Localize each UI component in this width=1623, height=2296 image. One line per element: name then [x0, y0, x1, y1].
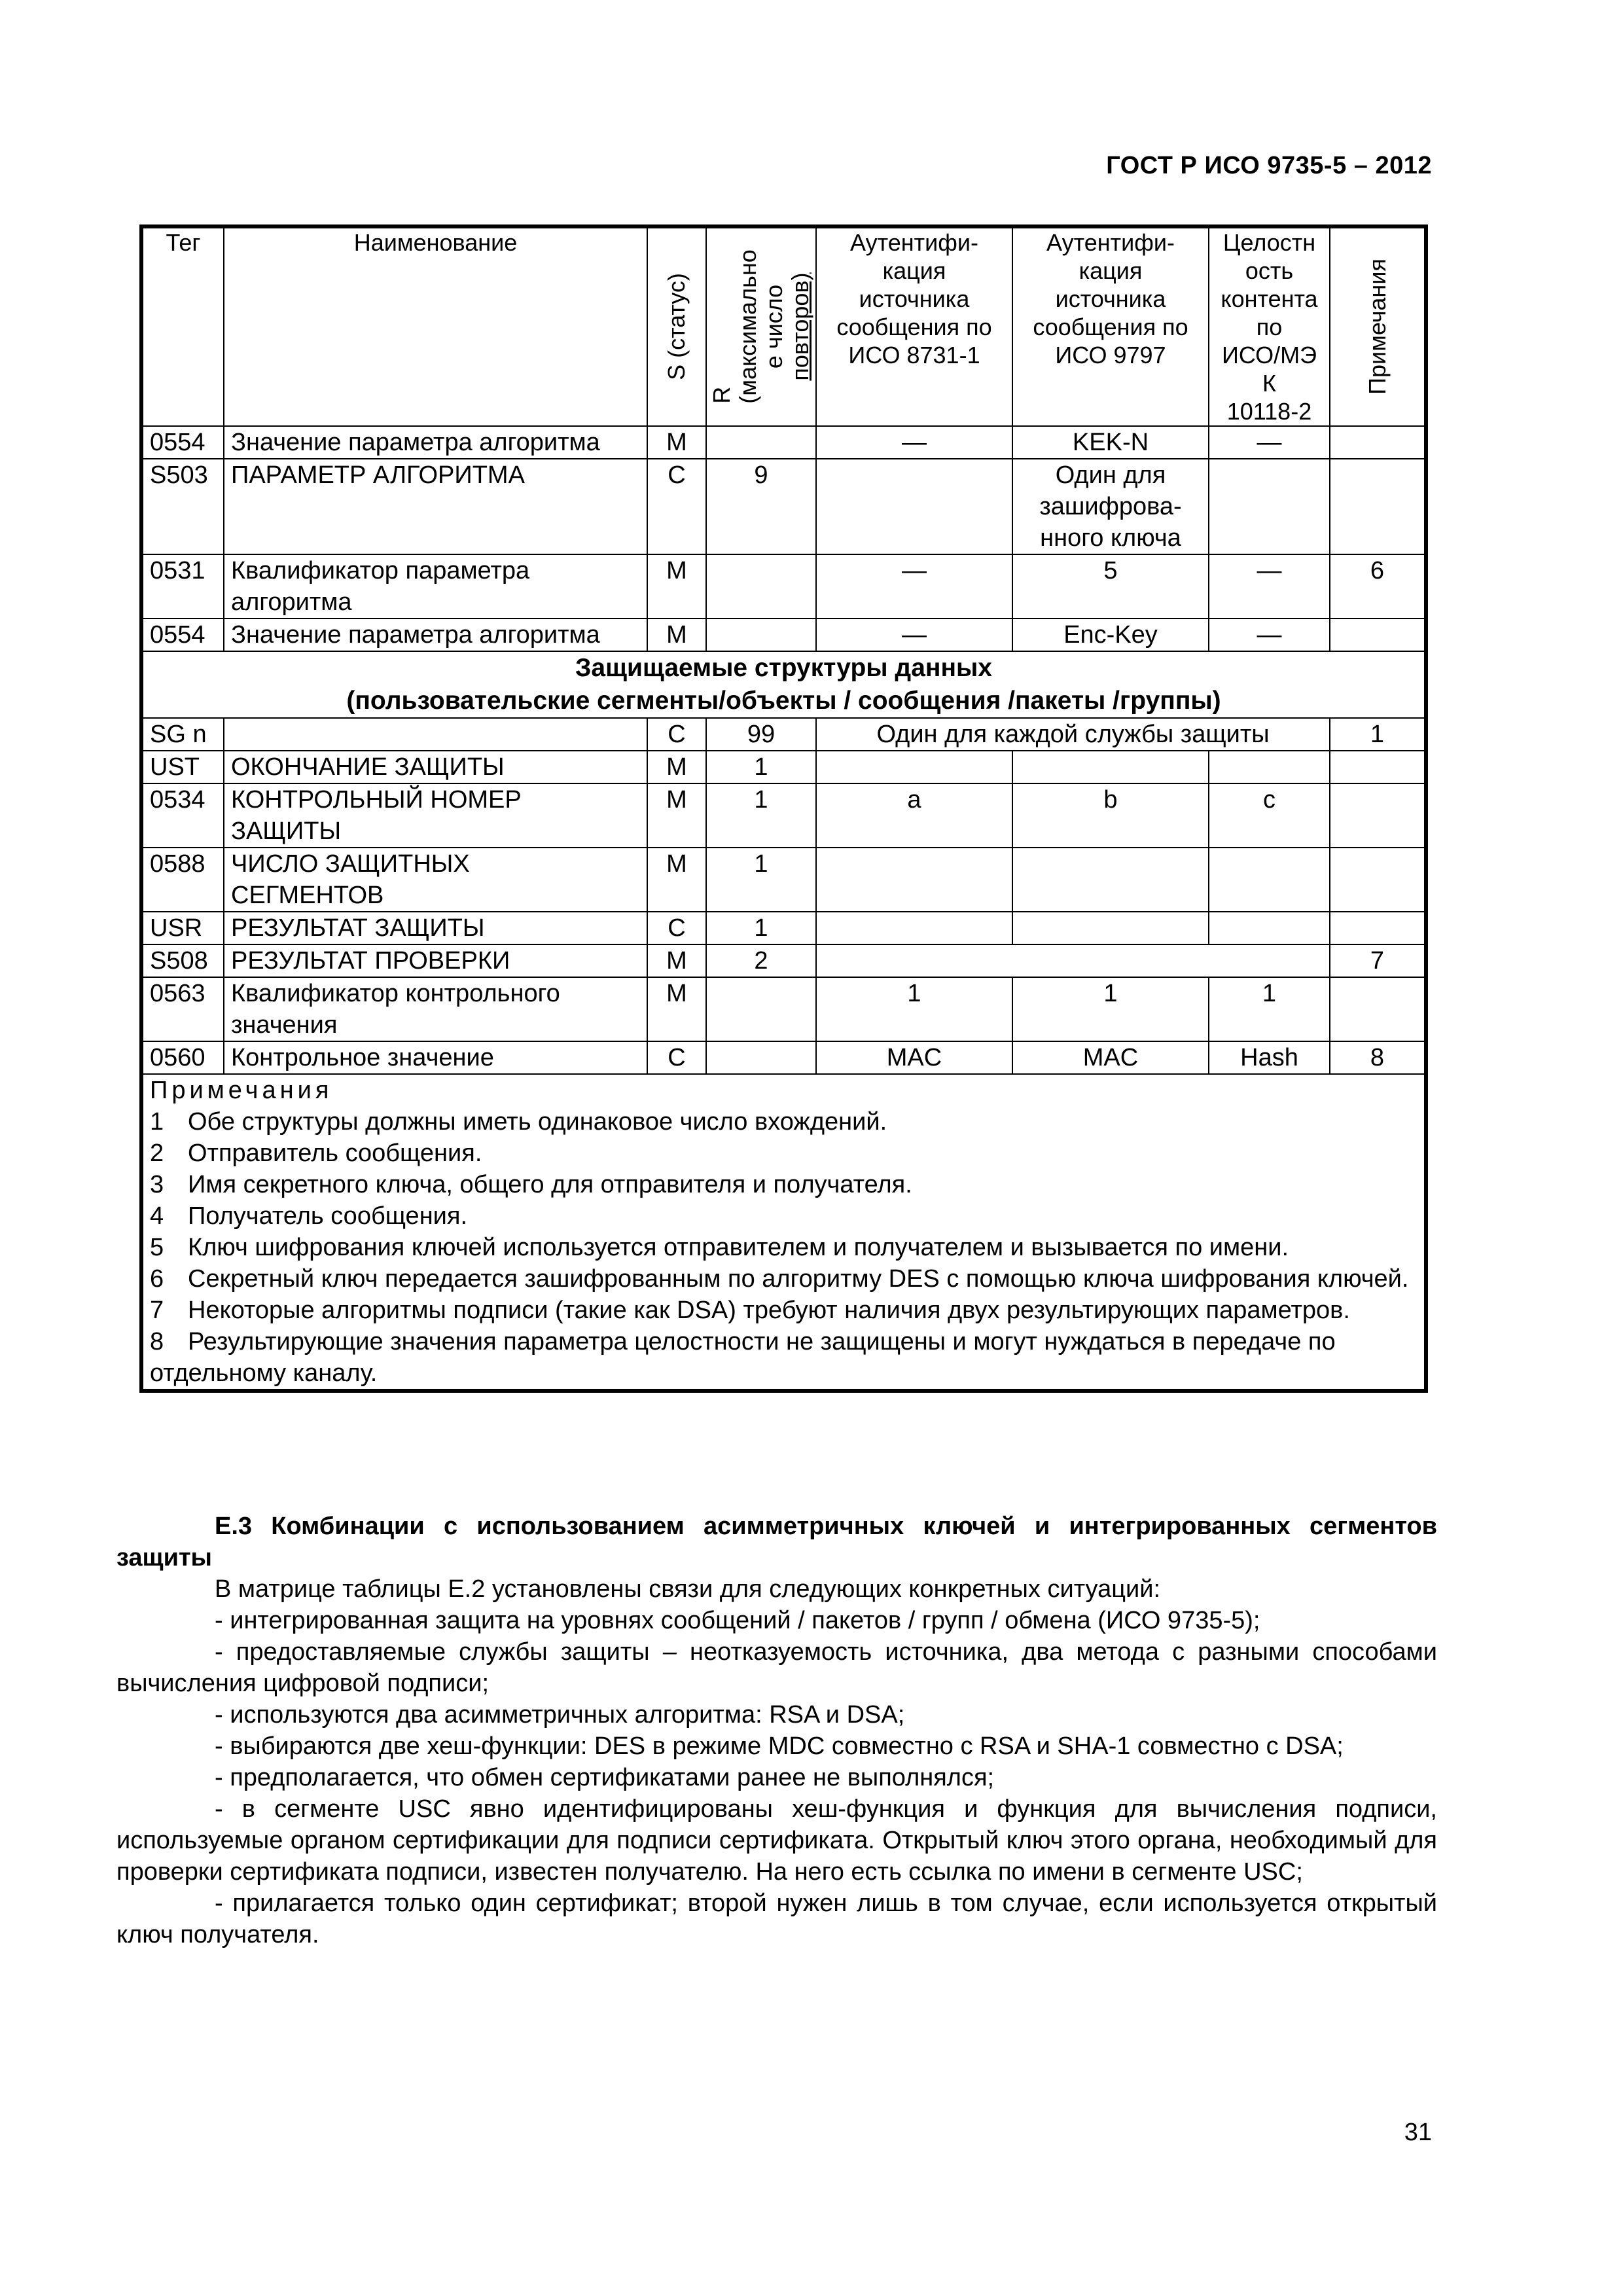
cell-tag: 0534 — [141, 783, 224, 848]
cell-tag: 0588 — [141, 848, 224, 912]
header-repeat-line4: повторов) — [787, 272, 813, 381]
section-paragraph: - используются два асимметричных алгоритма: RSA и DSA; — [215, 1701, 905, 1729]
note-item — [150, 1295, 1418, 1326]
cell-empty-merged — [816, 944, 1330, 977]
segment-table-wrapper — [139, 224, 1424, 1393]
cell-auth1: MAC — [816, 1041, 1012, 1074]
header-name: Наименование — [224, 226, 647, 426]
section-paragraph: - в сегменте USC явно идентифицированы хеш-функция и функция для вычисления подписи, используемые органом сертификации для подписи сертификата. Открытый ключ этого органа, необходимый для проверки сертификата подписи, известен получателю. На него есть ссылка по имени в сегменте USC; — [116, 1795, 1437, 1886]
table-row-s508 — [141, 944, 1426, 977]
note-text: Результирующие значения параметра целостности не защищены и могут нуждаться в передаче по отдельному каналу. — [150, 1328, 1336, 1387]
header-notes-text: Примечания — [1363, 259, 1391, 395]
header-auth1: Аутентифи- кация источника сообщения по ИСО 8731-1 — [816, 226, 1012, 426]
cell-auth1: a — [816, 783, 1012, 848]
section-title-line1: Защищаемые структуры данных — [575, 654, 992, 682]
section-row — [141, 651, 1426, 718]
cell-merged: Один для каждой службы защиты — [816, 718, 1330, 751]
cell-integrity: c — [1209, 783, 1330, 848]
cell-note — [1330, 848, 1426, 912]
cell-auth1 — [816, 912, 1012, 944]
cell-integrity: 1 — [1209, 977, 1330, 1041]
note-number: 3 — [150, 1171, 164, 1198]
cell-tag: 0531 — [141, 554, 224, 619]
note-text: Некоторые алгоритмы подписи (такие как DSA) требуют наличия двух результирующих параметров. — [188, 1297, 1350, 1324]
note-number: 5 — [150, 1234, 164, 1261]
note-text: Секретный ключ передается зашифрованным по алгоритму DES с помощью ключа шифрования ключей. — [188, 1265, 1409, 1293]
cell-note: 7 — [1330, 944, 1426, 977]
cell-auth1: — — [816, 554, 1012, 619]
cell-status: C — [647, 459, 706, 554]
header-repeat-line2: (максимально — [734, 249, 761, 404]
table-header-row — [141, 226, 1426, 426]
table-row — [141, 554, 1426, 619]
cell-repeat: 1 — [706, 751, 816, 783]
cell-repeat: 99 — [706, 718, 816, 751]
section-title-line2: (пользовательские сегменты/объекты / сообщения /пакеты /группы) — [346, 687, 1221, 715]
note-number: 8 — [150, 1328, 164, 1355]
rows-top — [141, 426, 1426, 651]
cell-auth1 — [816, 751, 1012, 783]
cell-status: C — [647, 1041, 706, 1074]
cell-note — [1330, 783, 1426, 848]
section-paragraph: - выбираются две хеш-функции: DES в режиме MDC совместно с RSA и SHA-1 совместно с DSA; — [215, 1732, 1344, 1760]
cell-repeat — [706, 554, 816, 619]
header-repeat-text — [709, 249, 813, 403]
cell-auth2 — [1012, 751, 1209, 783]
section-heading: Е.3 Комбинации с использованием асимметричных ключей и интегрированных сегментов защиты — [116, 1513, 1437, 1571]
cell-status: M — [647, 554, 706, 619]
cell-status: M — [647, 977, 706, 1041]
cell-status: M — [647, 783, 706, 848]
section-paragraph: - интегрированная защита на уровнях сообщений / пакетов / групп / обмена (ИСО 9735-5); — [215, 1607, 1260, 1634]
cell-name: Значение параметра алгоритма — [224, 619, 647, 651]
cell-name — [224, 718, 647, 751]
table-row — [141, 426, 1426, 459]
note-text: Обе структуры должны иметь одинаковое число вхождений. — [188, 1108, 887, 1136]
rows-end — [141, 977, 1426, 1074]
cell-repeat — [706, 426, 816, 459]
cell-auth2 — [1012, 848, 1209, 912]
cell-tag: 0554 — [141, 426, 224, 459]
cell-status: M — [647, 619, 706, 651]
section-paragraph: - предполагается, что обмен сертификатами ранее не выполнялся; — [215, 1764, 995, 1791]
note-number: 1 — [150, 1108, 164, 1136]
table-row — [141, 751, 1426, 783]
cell-repeat: 2 — [706, 944, 816, 977]
cell-name: ПАРАМЕТР АЛГОРИТМА — [224, 459, 647, 554]
cell-repeat: 9 — [706, 459, 816, 554]
cell-auth1 — [816, 848, 1012, 912]
section-title — [141, 651, 1426, 718]
cell-note: 1 — [1330, 718, 1426, 751]
cell-note: 6 — [1330, 554, 1426, 619]
cell-integrity — [1209, 459, 1330, 554]
section-paragraph: - прилагается только один сертификат; второй нужен лишь в том случае, если используется открытый ключ получателя. — [116, 1890, 1437, 1948]
note-item — [150, 1169, 1418, 1200]
cell-auth2 — [1012, 912, 1209, 944]
cell-status: M — [647, 426, 706, 459]
cell-note — [1330, 912, 1426, 944]
cell-auth2: KEK-N — [1012, 426, 1209, 459]
header-status — [647, 226, 706, 426]
cell-auth1: — — [816, 619, 1012, 651]
cell-auth1: 1 — [816, 977, 1012, 1041]
cell-note — [1330, 426, 1426, 459]
cell-tag: 0554 — [141, 619, 224, 651]
note-number: 6 — [150, 1265, 164, 1293]
note-number: 2 — [150, 1139, 164, 1167]
table-row — [141, 459, 1426, 554]
cell-integrity — [1209, 912, 1330, 944]
notes-title: Примечания — [150, 1077, 333, 1104]
cell-tag: USR — [141, 912, 224, 944]
cell-repeat — [706, 977, 816, 1041]
header-integrity: Целостн ость контента по ИСО/МЭ К 10118-2 — [1209, 226, 1330, 426]
note-item — [150, 1326, 1418, 1389]
table-row — [141, 912, 1426, 944]
cell-integrity — [1209, 751, 1330, 783]
cell-name: ОКОНЧАНИЕ ЗАЩИТЫ — [224, 751, 647, 783]
cell-status: C — [647, 912, 706, 944]
table-row — [141, 619, 1426, 651]
cell-tag: S503 — [141, 459, 224, 554]
cell-auth2: Enc-Key — [1012, 619, 1209, 651]
cell-auth2: b — [1012, 783, 1209, 848]
header-notes — [1330, 226, 1426, 426]
section-paragraphs — [116, 1573, 1437, 1950]
note-item — [150, 1106, 1418, 1138]
section-paragraph: В матрице таблицы Е.2 установлены связи для следующих конкретных ситуаций: — [215, 1575, 1161, 1603]
table-row — [141, 977, 1426, 1041]
cell-integrity — [1209, 848, 1330, 912]
cell-tag: 0563 — [141, 977, 224, 1041]
cell-auth2: MAC — [1012, 1041, 1209, 1074]
cell-tag: 0560 — [141, 1041, 224, 1074]
header-repeat — [706, 226, 816, 426]
cell-repeat: 1 — [706, 848, 816, 912]
cell-name: КОНТРОЛЬНЫЙ НОМЕР ЗАЩИТЫ — [224, 783, 647, 848]
cell-integrity: Hash — [1209, 1041, 1330, 1074]
header-auth2: Аутентифи- кация источника сообщения по ИСО 9797 — [1012, 226, 1209, 426]
cell-name: РЕЗУЛЬТАТ ЗАЩИТЫ — [224, 912, 647, 944]
cell-integrity: — — [1209, 426, 1330, 459]
cell-auth2: 1 — [1012, 977, 1209, 1041]
cell-note — [1330, 977, 1426, 1041]
table-row-sgn — [141, 718, 1426, 751]
cell-tag: S508 — [141, 944, 224, 977]
note-text: Получатель сообщения. — [188, 1202, 468, 1230]
cell-name: Квалификатор параметра алгоритма — [224, 554, 647, 619]
cell-repeat: 1 — [706, 783, 816, 848]
note-text: Имя секретного ключа, общего для отправителя и получателя. — [188, 1171, 912, 1198]
cell-repeat: 1 — [706, 912, 816, 944]
cell-name: Контрольное значение — [224, 1041, 647, 1074]
section-paragraph: - предоставляемые службы защиты – неотказуемость источника, два метода с разными способами вычисления цифровой подписи; — [116, 1638, 1437, 1697]
note-item — [150, 1263, 1418, 1295]
note-item — [150, 1232, 1418, 1263]
cell-name: РЕЗУЛЬТАТ ПРОВЕРКИ — [224, 944, 647, 977]
cell-name: Квалификатор контрольного значения — [224, 977, 647, 1041]
cell-repeat — [706, 619, 816, 651]
note-item — [150, 1138, 1418, 1169]
cell-note: 8 — [1330, 1041, 1426, 1074]
cell-auth1 — [816, 459, 1012, 554]
note-text: Отправитель сообщения. — [188, 1139, 482, 1167]
cell-note — [1330, 619, 1426, 651]
cell-auth1: — — [816, 426, 1012, 459]
cell-tag: SG n — [141, 718, 224, 751]
cell-name: ЧИСЛО ЗАЩИТНЫХ СЕГМЕНТОВ — [224, 848, 647, 912]
cell-status: M — [647, 848, 706, 912]
notes-cell — [141, 1074, 1426, 1391]
cell-auth2: 5 — [1012, 554, 1209, 619]
table-row — [141, 1041, 1426, 1074]
notes-list — [150, 1106, 1418, 1389]
note-text: Ключ шифрования ключей используется отправителем и получателем и вызывается по имени. — [188, 1234, 1289, 1261]
cell-status: M — [647, 944, 706, 977]
cell-tag: UST — [141, 751, 224, 783]
section-body — [116, 1511, 1437, 1950]
cell-note — [1330, 459, 1426, 554]
page-number: 31 — [1404, 2119, 1432, 2146]
table-row — [141, 783, 1426, 848]
cell-auth2: Один для зашифрова- нного ключа — [1012, 459, 1209, 554]
cell-integrity: — — [1209, 554, 1330, 619]
cell-note — [1330, 751, 1426, 783]
cell-status: C — [647, 718, 706, 751]
document-header: ГОСТ Р ИСО 9735-5 – 2012 — [1106, 152, 1432, 179]
header-repeat-line1: R — [708, 386, 735, 404]
rows-bottom — [141, 751, 1426, 944]
segment-table — [139, 224, 1428, 1393]
cell-name: Значение параметра алгоритма — [224, 426, 647, 459]
table-row — [141, 848, 1426, 912]
cell-status: M — [647, 751, 706, 783]
notes-row — [141, 1074, 1426, 1391]
note-number: 4 — [150, 1202, 164, 1230]
note-item — [150, 1200, 1418, 1232]
header-status-text: S (статус) — [663, 273, 690, 380]
note-number: 7 — [150, 1297, 164, 1324]
header-tag: Тег — [141, 226, 224, 426]
header-repeat-line3: е число — [760, 284, 787, 369]
cell-integrity: — — [1209, 619, 1330, 651]
cell-repeat — [706, 1041, 816, 1074]
